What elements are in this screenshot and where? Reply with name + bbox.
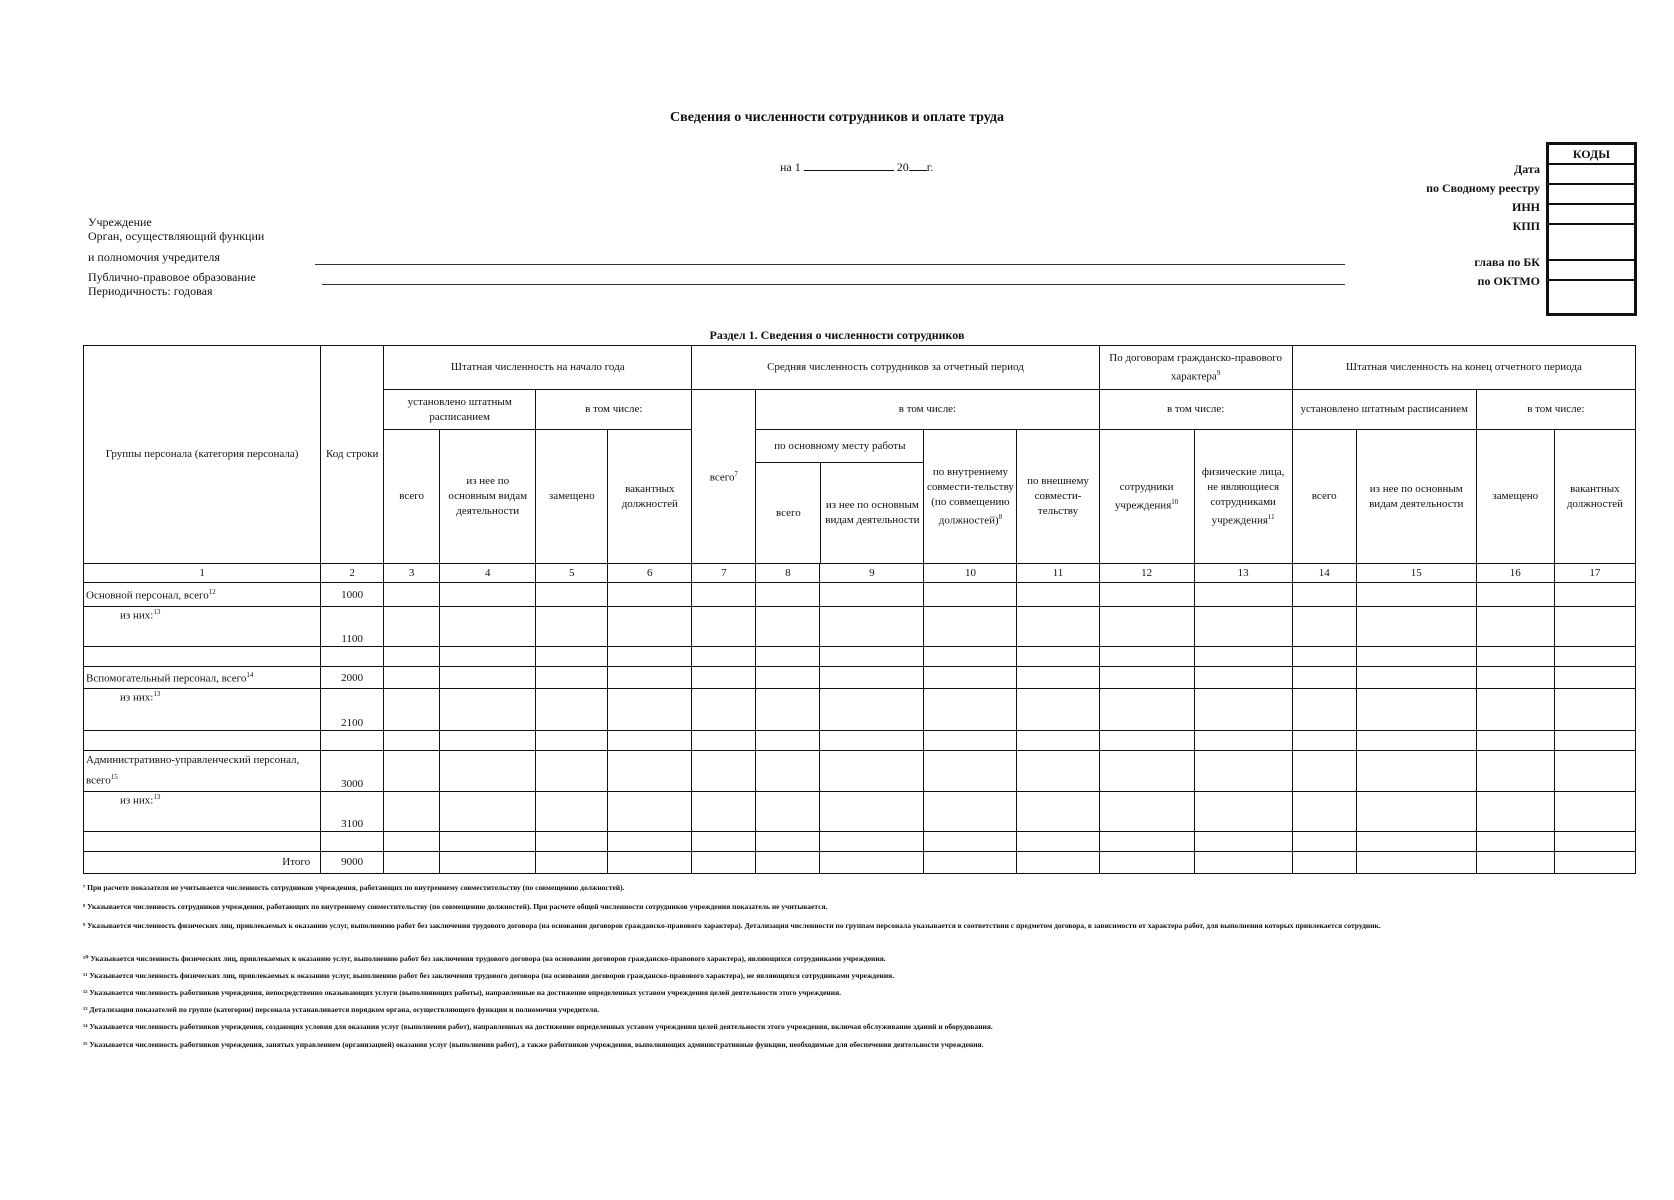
row-label-aux-staff-text: Вспомогательный персонал, всего	[86, 672, 247, 685]
data-cell[interactable]	[1017, 607, 1099, 647]
data-cell[interactable]	[820, 851, 924, 873]
data-cell[interactable]	[1356, 667, 1476, 689]
data-cell[interactable]	[536, 607, 608, 647]
row-label-aux-staff	[84, 667, 321, 689]
data-cell[interactable]	[1292, 791, 1356, 831]
table-row-main-staff	[84, 583, 1636, 607]
row-label-main-staff-sup: 12	[208, 587, 216, 596]
data-cell[interactable]	[608, 791, 692, 831]
data-cell[interactable]	[756, 583, 820, 607]
data-cell[interactable]	[1554, 751, 1635, 792]
row-label-aux-sub-text: из них:	[120, 691, 154, 704]
row-code-2000: 2000	[321, 667, 384, 689]
data-cell[interactable]	[924, 607, 1017, 647]
data-cell[interactable]	[440, 583, 536, 607]
data-cell[interactable]	[1194, 731, 1292, 751]
data-cell[interactable]	[1194, 607, 1292, 647]
col-number: 4	[440, 564, 536, 583]
municipality-label: Публично-правовое образование	[88, 270, 256, 284]
row-label-admin-staff	[84, 751, 321, 792]
header-end-main: из нее по основным видам деятельности	[1356, 430, 1476, 564]
data-cell[interactable]	[820, 751, 924, 792]
header-staff-end: Штатная численность на конец отчетного периода	[1292, 346, 1635, 390]
data-cell[interactable]	[756, 831, 820, 851]
data-cell[interactable]	[1099, 831, 1194, 851]
data-cell[interactable]	[692, 851, 756, 873]
row-label-main-staff	[84, 583, 321, 607]
data-cell[interactable]	[608, 647, 692, 667]
table-row-spacer	[84, 647, 1636, 667]
data-cell[interactable]	[1476, 791, 1554, 831]
data-cell[interactable]	[924, 667, 1017, 689]
header-avg-total	[692, 390, 756, 564]
data-cell[interactable]	[1554, 583, 1635, 607]
data-cell[interactable]	[1292, 583, 1356, 607]
data-cell[interactable]	[1017, 831, 1099, 851]
data-cell[interactable]	[1194, 689, 1292, 731]
row-label-total: Итого	[84, 851, 321, 873]
data-cell[interactable]	[924, 831, 1017, 851]
data-cell[interactable]	[1017, 731, 1099, 751]
data-cell[interactable]	[440, 791, 536, 831]
data-cell[interactable]	[384, 831, 440, 851]
footnote-10: ¹⁰ Указывается численность физических лиц, привлекаемых к оказанию услуг, выполнению работ без заключения трудового договора (на основании договоров гражданско-правового характера), являющихся сотрудниками учреждения.	[83, 954, 886, 963]
data-cell[interactable]	[536, 731, 608, 751]
header-incl-start: в том числе:	[536, 390, 692, 430]
code-cell-inn	[1549, 205, 1634, 225]
data-cell[interactable]	[924, 689, 1017, 731]
data-cell[interactable]	[1099, 731, 1194, 751]
data-cell[interactable]	[440, 689, 536, 731]
codes-box	[1546, 142, 1637, 316]
data-cell[interactable]	[384, 731, 440, 751]
data-cell[interactable]	[1017, 647, 1099, 667]
data-cell[interactable]	[384, 583, 440, 607]
data-cell[interactable]	[820, 689, 924, 731]
row-label-main-sub-sup: 13	[153, 608, 161, 616]
data-cell[interactable]	[820, 791, 924, 831]
row-label-admin-sub-text: из них:	[120, 794, 154, 807]
col-number: 6	[608, 564, 692, 583]
data-cell[interactable]	[536, 751, 608, 792]
data-cell[interactable]	[1017, 851, 1099, 873]
periodicity-label: Периодичность: годовая	[88, 284, 213, 298]
data-cell[interactable]	[820, 831, 924, 851]
row-code-3000: 3000	[321, 751, 384, 792]
data-cell[interactable]	[536, 831, 608, 851]
data-cell[interactable]	[608, 689, 692, 731]
header-incl-end: в том числе:	[1476, 390, 1635, 430]
header-internal-sup: 8	[998, 512, 1003, 521]
data-cell[interactable]	[1554, 689, 1635, 731]
col-number: 16	[1476, 564, 1554, 583]
header-employees-text: сотрудники учреждения	[1114, 480, 1174, 512]
data-cell[interactable]	[1554, 667, 1635, 689]
header-non-employees-text: физические лица, не являющиеся сотрудниками учреждения	[1201, 465, 1285, 527]
row-code-2100: 2100	[321, 689, 384, 731]
founder-label-line2: и полномочия учредителя	[88, 250, 220, 264]
column-numbers-row	[84, 564, 1636, 583]
data-cell[interactable]	[1476, 831, 1554, 851]
col-number: 1	[84, 564, 321, 583]
data-cell[interactable]	[1554, 607, 1635, 647]
row-code-empty	[321, 647, 384, 667]
data-cell[interactable]	[1099, 751, 1194, 792]
row-label-admin-staff-text: Административно-управленческий персонал, всего	[86, 754, 300, 787]
data-cell[interactable]	[1476, 647, 1554, 667]
row-label-admin-staff-sup: 15	[110, 773, 118, 781]
data-cell[interactable]	[1476, 667, 1554, 689]
col-number: 15	[1356, 564, 1476, 583]
data-cell[interactable]	[384, 791, 440, 831]
table-row-aux-staff	[84, 667, 1636, 689]
data-cell[interactable]	[1017, 667, 1099, 689]
data-cell[interactable]	[1356, 583, 1476, 607]
col-number: 11	[1017, 564, 1099, 583]
founder-label-line1: Орган, осуществляющий функции	[88, 229, 265, 243]
code-cell-date	[1549, 165, 1634, 185]
data-cell[interactable]	[692, 689, 756, 731]
data-cell[interactable]	[1356, 689, 1476, 731]
data-cell[interactable]	[1292, 689, 1356, 731]
data-cell[interactable]	[756, 689, 820, 731]
municipality-fill-line	[322, 284, 1345, 285]
row-label-aux-staff-sup: 14	[246, 670, 254, 679]
data-cell[interactable]	[692, 583, 756, 607]
data-cell[interactable]	[1099, 667, 1194, 689]
data-cell[interactable]	[608, 667, 692, 689]
data-cell[interactable]	[692, 647, 756, 667]
data-cell[interactable]	[536, 689, 608, 731]
data-cell[interactable]	[440, 851, 536, 873]
data-cell[interactable]	[756, 791, 820, 831]
data-cell[interactable]	[1099, 583, 1194, 607]
data-cell[interactable]	[1292, 831, 1356, 851]
data-cell[interactable]	[924, 647, 1017, 667]
table-row-spacer	[84, 731, 1636, 751]
data-cell[interactable]	[1292, 731, 1356, 751]
header-internal-text: по внутреннему совмести-тельству (по совмещению должностей)	[926, 465, 1014, 527]
data-cell[interactable]	[1194, 647, 1292, 667]
data-cell[interactable]	[384, 851, 440, 873]
data-cell[interactable]	[1292, 607, 1356, 647]
data-cell[interactable]	[1356, 607, 1476, 647]
code-cell-kpp	[1549, 225, 1634, 261]
data-cell[interactable]	[440, 607, 536, 647]
data-cell[interactable]	[1356, 731, 1476, 751]
data-cell[interactable]	[608, 583, 692, 607]
data-cell[interactable]	[1356, 647, 1476, 667]
header-employees-sup: 10	[1171, 497, 1179, 506]
col-number: 8	[756, 564, 820, 583]
data-cell[interactable]	[1356, 791, 1476, 831]
col-number: 5	[536, 564, 608, 583]
table-row-spacer	[84, 831, 1636, 851]
row-label-main-sub-text: из них:	[120, 609, 154, 622]
data-cell[interactable]	[756, 647, 820, 667]
data-cell[interactable]	[1099, 791, 1194, 831]
header-start-total: всего	[384, 430, 440, 564]
header-main-place	[756, 430, 924, 564]
header-group: Группы персонала (категория персонала)	[84, 346, 321, 564]
data-cell[interactable]	[756, 851, 820, 873]
header-end-filled: замещено	[1476, 430, 1554, 564]
footnote-11: ¹¹ Указывается численность физических лиц, привлекаемых к оказанию услуг, выполнению работ без заключения трудового договора (на основании договоров гражданско-правового характера), не являющихся сотрудниками учреждения.	[83, 971, 895, 980]
data-cell[interactable]	[608, 751, 692, 792]
col-number: 2	[321, 564, 384, 583]
code-cell-oktmo	[1549, 281, 1634, 299]
data-cell[interactable]	[1194, 667, 1292, 689]
data-cell[interactable]	[924, 751, 1017, 792]
data-cell[interactable]	[1292, 647, 1356, 667]
table-row-admin-sub	[84, 791, 1636, 831]
data-cell[interactable]	[820, 647, 924, 667]
header-start-main: из нее по основным видам деятельности	[440, 430, 536, 564]
col-number: 12	[1099, 564, 1194, 583]
header-established-end: установлено штатным расписанием	[1292, 390, 1476, 430]
codes-label-bk: глава по БК	[1474, 255, 1540, 269]
row-code-empty	[321, 831, 384, 851]
header-non-employees	[1194, 430, 1292, 564]
data-cell[interactable]	[756, 731, 820, 751]
codes-label-date: Дата	[1514, 162, 1540, 176]
header-staff-start: Штатная численность на начало года	[384, 346, 692, 390]
header-established-start: установлено штатным расписанием	[384, 390, 536, 430]
document-title: Сведения о численности сотрудников и оплате труда	[670, 110, 1004, 125]
data-cell[interactable]	[1194, 851, 1292, 873]
data-cell[interactable]	[1292, 751, 1356, 792]
table-row-aux-sub	[84, 689, 1636, 731]
header-main-place-sub	[756, 463, 923, 563]
data-cell[interactable]	[1017, 791, 1099, 831]
data-cell[interactable]	[1292, 851, 1356, 873]
data-cell[interactable]	[1017, 583, 1099, 607]
data-cell[interactable]	[1194, 831, 1292, 851]
header-gph	[1099, 346, 1292, 390]
header-start-vacant: вакантных должностей	[608, 430, 692, 564]
data-cell[interactable]	[756, 751, 820, 792]
data-cell[interactable]	[820, 667, 924, 689]
data-cell[interactable]	[536, 851, 608, 873]
data-cell[interactable]	[1554, 647, 1635, 667]
row-label-aux-sub	[84, 689, 321, 731]
data-cell[interactable]	[608, 607, 692, 647]
data-cell[interactable]	[440, 731, 536, 751]
footnote-14: ¹⁴ Указывается численность работников учреждения, создающих условия для оказания услуг (выполнения работ), направленных на достижение определенных уставом учреждения целей деятельности этого учреждения, включая обслуживание зданий и оборудования.	[83, 1022, 993, 1031]
data-cell[interactable]	[536, 647, 608, 667]
data-cell[interactable]	[1476, 731, 1554, 751]
report-date-line	[780, 160, 933, 175]
data-cell[interactable]	[1356, 851, 1476, 873]
data-cell[interactable]	[384, 647, 440, 667]
header-avg-total-text: всего	[709, 471, 735, 484]
header-end-vacant: вакантных должностей	[1554, 430, 1635, 564]
header-gph-sup: 9	[1216, 368, 1221, 377]
row-code-9000: 9000	[321, 851, 384, 873]
data-cell[interactable]	[692, 607, 756, 647]
header-internal	[924, 430, 1017, 564]
data-cell[interactable]	[924, 731, 1017, 751]
table-row-total	[84, 851, 1636, 873]
data-cell[interactable]	[608, 831, 692, 851]
founder-fill-line	[315, 264, 1345, 265]
data-cell[interactable]	[1554, 791, 1635, 831]
data-cell[interactable]	[1017, 751, 1099, 792]
data-cell[interactable]	[1099, 647, 1194, 667]
data-cell[interactable]	[1017, 689, 1099, 731]
date-suffix: г.	[926, 160, 934, 174]
data-cell[interactable]	[1476, 583, 1554, 607]
data-cell[interactable]	[1476, 607, 1554, 647]
data-cell[interactable]	[440, 647, 536, 667]
row-code-1000: 1000	[321, 583, 384, 607]
data-cell[interactable]	[1194, 791, 1292, 831]
code-cell-registry	[1549, 185, 1634, 205]
data-cell[interactable]	[440, 831, 536, 851]
header-main-place-label: по основному месту работы	[756, 430, 923, 463]
data-cell[interactable]	[820, 731, 924, 751]
staff-table	[83, 345, 1636, 874]
data-cell[interactable]	[1356, 831, 1476, 851]
header-avg: Средняя численность сотрудников за отчетный период	[692, 346, 1099, 390]
data-cell[interactable]	[384, 751, 440, 792]
data-cell[interactable]	[1476, 851, 1554, 873]
header-end-total: всего	[1292, 430, 1356, 564]
codes-label-kpp: КПП	[1512, 219, 1540, 233]
footnote-15: ¹⁵ Указывается численность работников учреждения, занятых управлением (организацией) оказания услуг (выполнения работ), а также работников учреждения, выполняющих административные функции, необходимые для обеспечения деятельности учреждения.	[83, 1040, 984, 1049]
col-number: 14	[1292, 564, 1356, 583]
date-prefix: на 1	[780, 160, 801, 174]
data-cell[interactable]	[1554, 851, 1635, 873]
row-code-empty	[321, 731, 384, 751]
header-non-employees-sup: 11	[1267, 512, 1275, 521]
footnote-13: ¹³ Детализация показателей по группе (категории) персонала устанавливается порядком органа, осуществляющего функции и полномочия учредителя.	[83, 1005, 600, 1014]
table-row-main-sub	[84, 607, 1636, 647]
data-cell[interactable]	[1476, 689, 1554, 731]
col-number: 9	[820, 564, 924, 583]
data-cell[interactable]	[692, 667, 756, 689]
data-cell[interactable]	[608, 731, 692, 751]
header-code: Код строки	[321, 346, 384, 564]
data-cell[interactable]	[1292, 667, 1356, 689]
data-cell[interactable]	[692, 791, 756, 831]
footnote-8: ⁸ Указывается численность сотрудников учреждения, работающих по внутреннему совместительству (по совмещению должностей). При расчете общей численности сотрудников учреждения показатель не учитывается.	[83, 902, 828, 911]
data-cell[interactable]	[820, 607, 924, 647]
header-gph-text: По договорам гражданско-правового характера	[1109, 351, 1282, 383]
row-label-main-staff-text: Основной персонал, всего	[86, 589, 209, 602]
row-label-empty	[84, 831, 321, 851]
row-label-admin-sub-sup: 13	[153, 792, 161, 801]
data-cell[interactable]	[924, 851, 1017, 873]
data-cell[interactable]	[384, 607, 440, 647]
data-cell[interactable]	[440, 667, 536, 689]
header-incl-avg: в том числе:	[756, 390, 1099, 430]
data-cell[interactable]	[820, 583, 924, 607]
row-label-main-sub	[84, 607, 321, 647]
codes-label-inn: ИНН	[1511, 200, 1540, 214]
codes-header: КОДЫ	[1549, 145, 1634, 165]
header-external: по внешнему совмести-тельству	[1017, 430, 1099, 564]
data-cell[interactable]	[536, 667, 608, 689]
section-title: Раздел 1. Сведения о численности сотрудников	[709, 328, 965, 342]
col-number: 17	[1554, 564, 1635, 583]
data-cell[interactable]	[440, 751, 536, 792]
date-day-month-blank	[804, 170, 894, 171]
data-cell[interactable]	[1476, 751, 1554, 792]
header-start-filled: замещено	[536, 430, 608, 564]
row-code-1100: 1100	[321, 607, 384, 647]
col-number: 10	[924, 564, 1017, 583]
code-cell-bk	[1549, 261, 1634, 281]
col-number: 3	[384, 564, 440, 583]
data-cell[interactable]	[384, 689, 440, 731]
data-cell[interactable]	[536, 583, 608, 607]
header-incl-gph: в том числе:	[1099, 390, 1292, 430]
data-cell[interactable]	[1099, 851, 1194, 873]
codes-label-oktmo: по ОКТМО	[1477, 274, 1540, 288]
row-label-empty	[84, 647, 321, 667]
data-cell[interactable]	[1194, 583, 1292, 607]
header-avg-total-sup: 7	[734, 470, 738, 479]
data-cell[interactable]	[1554, 831, 1635, 851]
data-cell[interactable]	[1194, 751, 1292, 792]
data-cell[interactable]	[924, 583, 1017, 607]
col-number: 7	[692, 564, 756, 583]
row-label-aux-sub-sup: 13	[153, 690, 161, 698]
data-cell[interactable]	[692, 731, 756, 751]
data-cell[interactable]	[924, 791, 1017, 831]
header-main-place-total: всего	[756, 463, 821, 563]
data-cell[interactable]	[692, 831, 756, 851]
footnote-7: ⁷ При расчете показателя не учитывается численность сотрудников учреждения, работающих по внутреннему совместительству (по совмещению должностей).	[83, 883, 625, 892]
row-label-empty	[84, 731, 321, 751]
date-year-blank	[909, 170, 927, 171]
data-cell[interactable]	[692, 751, 756, 792]
row-code-3100: 3100	[321, 791, 384, 831]
data-cell[interactable]	[756, 607, 820, 647]
data-cell[interactable]	[536, 791, 608, 831]
row-label-admin-sub	[84, 791, 321, 831]
header-main-place-main: из нее по основным видам деятельности	[825, 499, 920, 526]
codes-label-registry: по Сводному реестру	[1426, 181, 1540, 195]
data-cell[interactable]	[1099, 607, 1194, 647]
col-number: 13	[1194, 564, 1292, 583]
data-cell[interactable]	[384, 667, 440, 689]
data-cell[interactable]	[1554, 731, 1635, 751]
data-cell[interactable]	[1099, 689, 1194, 731]
institution-label: Учреждение	[88, 215, 152, 229]
data-cell[interactable]	[1356, 751, 1476, 792]
date-year-prefix: 20	[896, 160, 909, 174]
footnote-9: ⁹ Указывается численность физических лиц, привлекаемых к оказанию услуг, выполнению работ без заключения трудового договора (на основании договоров гражданско-правового характера). Детализация численности по группам персонала указывается в соответствии с предметом договора, в зависимости от характера работ, для выполнения которых привлекается сотрудник.	[83, 921, 1381, 930]
header-employees	[1099, 430, 1194, 564]
data-cell[interactable]	[756, 667, 820, 689]
footnote-12: ¹² Указывается численность работников учреждения, непосредственно оказывающих услуги (выполняющих работы), направленные на достижение определенных уставом учреждения целей деятельности этого учреждения.	[83, 988, 841, 997]
table-row-admin-staff	[84, 751, 1636, 792]
data-cell[interactable]	[608, 851, 692, 873]
